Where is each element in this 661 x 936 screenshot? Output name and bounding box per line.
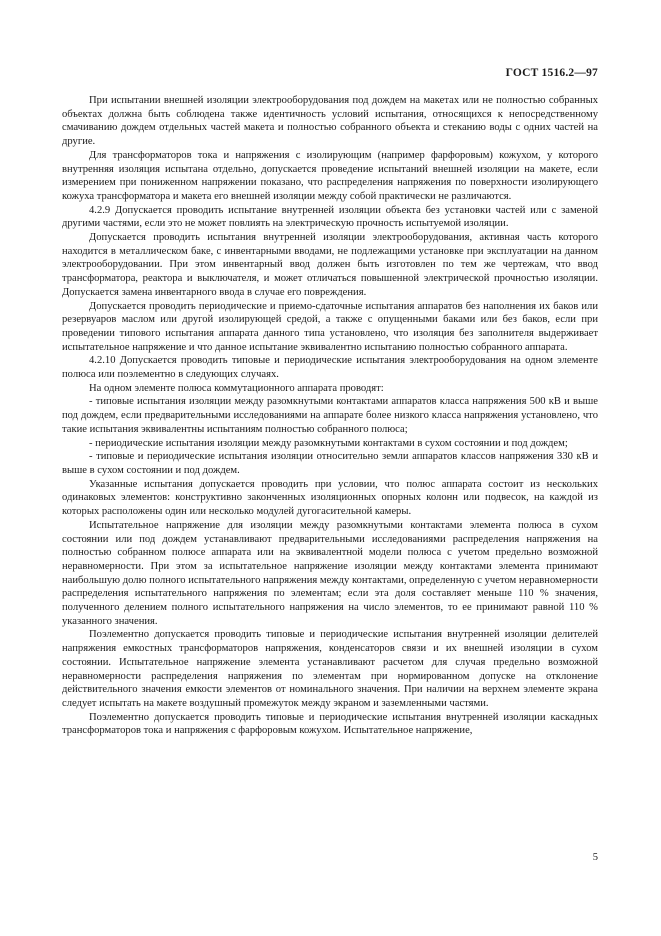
- clause-4-2-9: 4.2.9 Допускается проводить испытание внутренней изоляции объекта без установки частей или с заменой другими частями, если это не может повлиять на электрическую прочность испытуемой изоляции.: [62, 204, 598, 230]
- body-text: [62, 94, 598, 738]
- paragraph: Поэлементно допускается проводить типовые и периодические испытания внутренней изоляции каскадных трансформаторов тока и напряжения с фарфоровым кожухом. Испытательное напряжение,: [62, 711, 598, 737]
- paragraph: На одном элементе полюса коммутационного аппарата проводят:: [89, 382, 384, 394]
- standard-id-header: ГОСТ 1516.2—97: [505, 67, 598, 79]
- list-item: - типовые и периодические испытания изоляции относительно земли аппаратов классов напряжения 330 кВ и выше в сухом состоянии и под дождем.: [62, 451, 598, 476]
- paragraph: При испытании внешней изоляции электрооборудования под дождем на макетах или не полностью собранных объектах должна быть соблюдена также идентичность условий испытания, относящихся к непосредственному смачиванию дождем отдельных частей макета и полностью собранного объекта и стеканию воды с одних частей на другие.: [62, 95, 598, 148]
- list-item: - типовые испытания изоляции между разомкнутыми контактами аппаратов класса напряжения 500 кВ и выше под дождем, если предварительными исследованиями на аппарате более низкого класса напряжения установлено, что такие испытания эквивалентны испытаниям полностью собранного полюса;: [62, 396, 598, 435]
- paragraph: Указанные испытания допускается проводить при условии, что полюс аппарата состоит из нескольких одинаковых элементов: конструктивно законченных изоляционных опорных колонн или подвесок, на каждой из которых расположены один или несколько модулей дугогасительной камеры.: [62, 478, 598, 518]
- clause-4-2-10: 4.2.10 Допускается проводить типовые и периодические испытания электрооборудования на одном элементе полюса или поэлементно в следующих случаях.: [62, 355, 598, 381]
- page-number: 5: [592, 852, 598, 863]
- paragraph: Допускается проводить испытания внутренней изоляции электрооборудования, активная часть которого находится в металлическом баке, с инвентарными вводами, не подлежащими установке при эксплуатации на данном электрооборудовании. При этом инвентарный ввод должен быть изготовлен по тем же чертежам, что ввод трансформатора, реактора и выключателя, и может отличаться повышенной электрической прочностью изоляции. Допускается замена инвентарного ввода в случае его повреждения.: [62, 232, 598, 298]
- paragraph: Для трансформаторов тока и напряжения с изолирующим (например фарфоровым) кожухом, у которого внутренняя изоляция испытана отдельно, допускается проведение испытаний внешней изоляции на макете, если измерением при пониженном напряжении показано, что распределения напряжения по поверхности изолирующего кожуха трансформатора и макета его внешней изоляции между собой практически не различаются.: [62, 149, 598, 202]
- paragraph: Допускается проводить периодические и приемо-сдаточные испытания аппаратов без наполнения их баков или резервуаров маслом или другой изолирующей средой, а также с опущенными баками или без баков, если при проведении типового испытания аппарата данного типа установлено, что изоляция без заполнителя выдерживает испытательное напряжение и что данное испытание эквивалентно испытанию полностью собранного аппарата.: [62, 300, 598, 353]
- paragraph: Испытательное напряжение для изоляции между разомкнутыми контактами элемента полюса в сухом состоянии или под дождем устанавливают предварительными исследованиями распределения напряжения на полностью собранном полюсе аппарата или на эквивалентной модели полюса с учетом предельно возможной неравномерности. При этом за испытательное напряжение изоляции между контактами элемента принимают наибольшую долю полного испытательного напряжения между контактами, определенную с учетом неравномерности распределения испытательного напряжения по элементам; если эта доля составляет меньше 110 % значения, полученного делением полного испытательного напряжения на число элементов, то ее принимают равной 110 % указанного значения.: [62, 519, 598, 627]
- list-item: - периодические испытания изоляции между разомкнутыми контактами в сухом состоянии и под дождем;: [89, 437, 568, 449]
- paragraph: Поэлементно допускается проводить типовые и периодические испытания внутренней изоляции делителей напряжения емкостных трансформаторов напряжения, конденсаторов связи и их внешней изоляции в сухом состоянии. Испытательное напряжение элемента устанавливают расчетом для случая предельно возможной неравномерности распределения напряжения по элементам при нормированном допуске на отклонение действительного значения емкости элементов от номинального значения. При наличии на верхнем элементе экрана следует испытать на макете воздушный промежуток между экраном и заземленными частями.: [62, 629, 598, 709]
